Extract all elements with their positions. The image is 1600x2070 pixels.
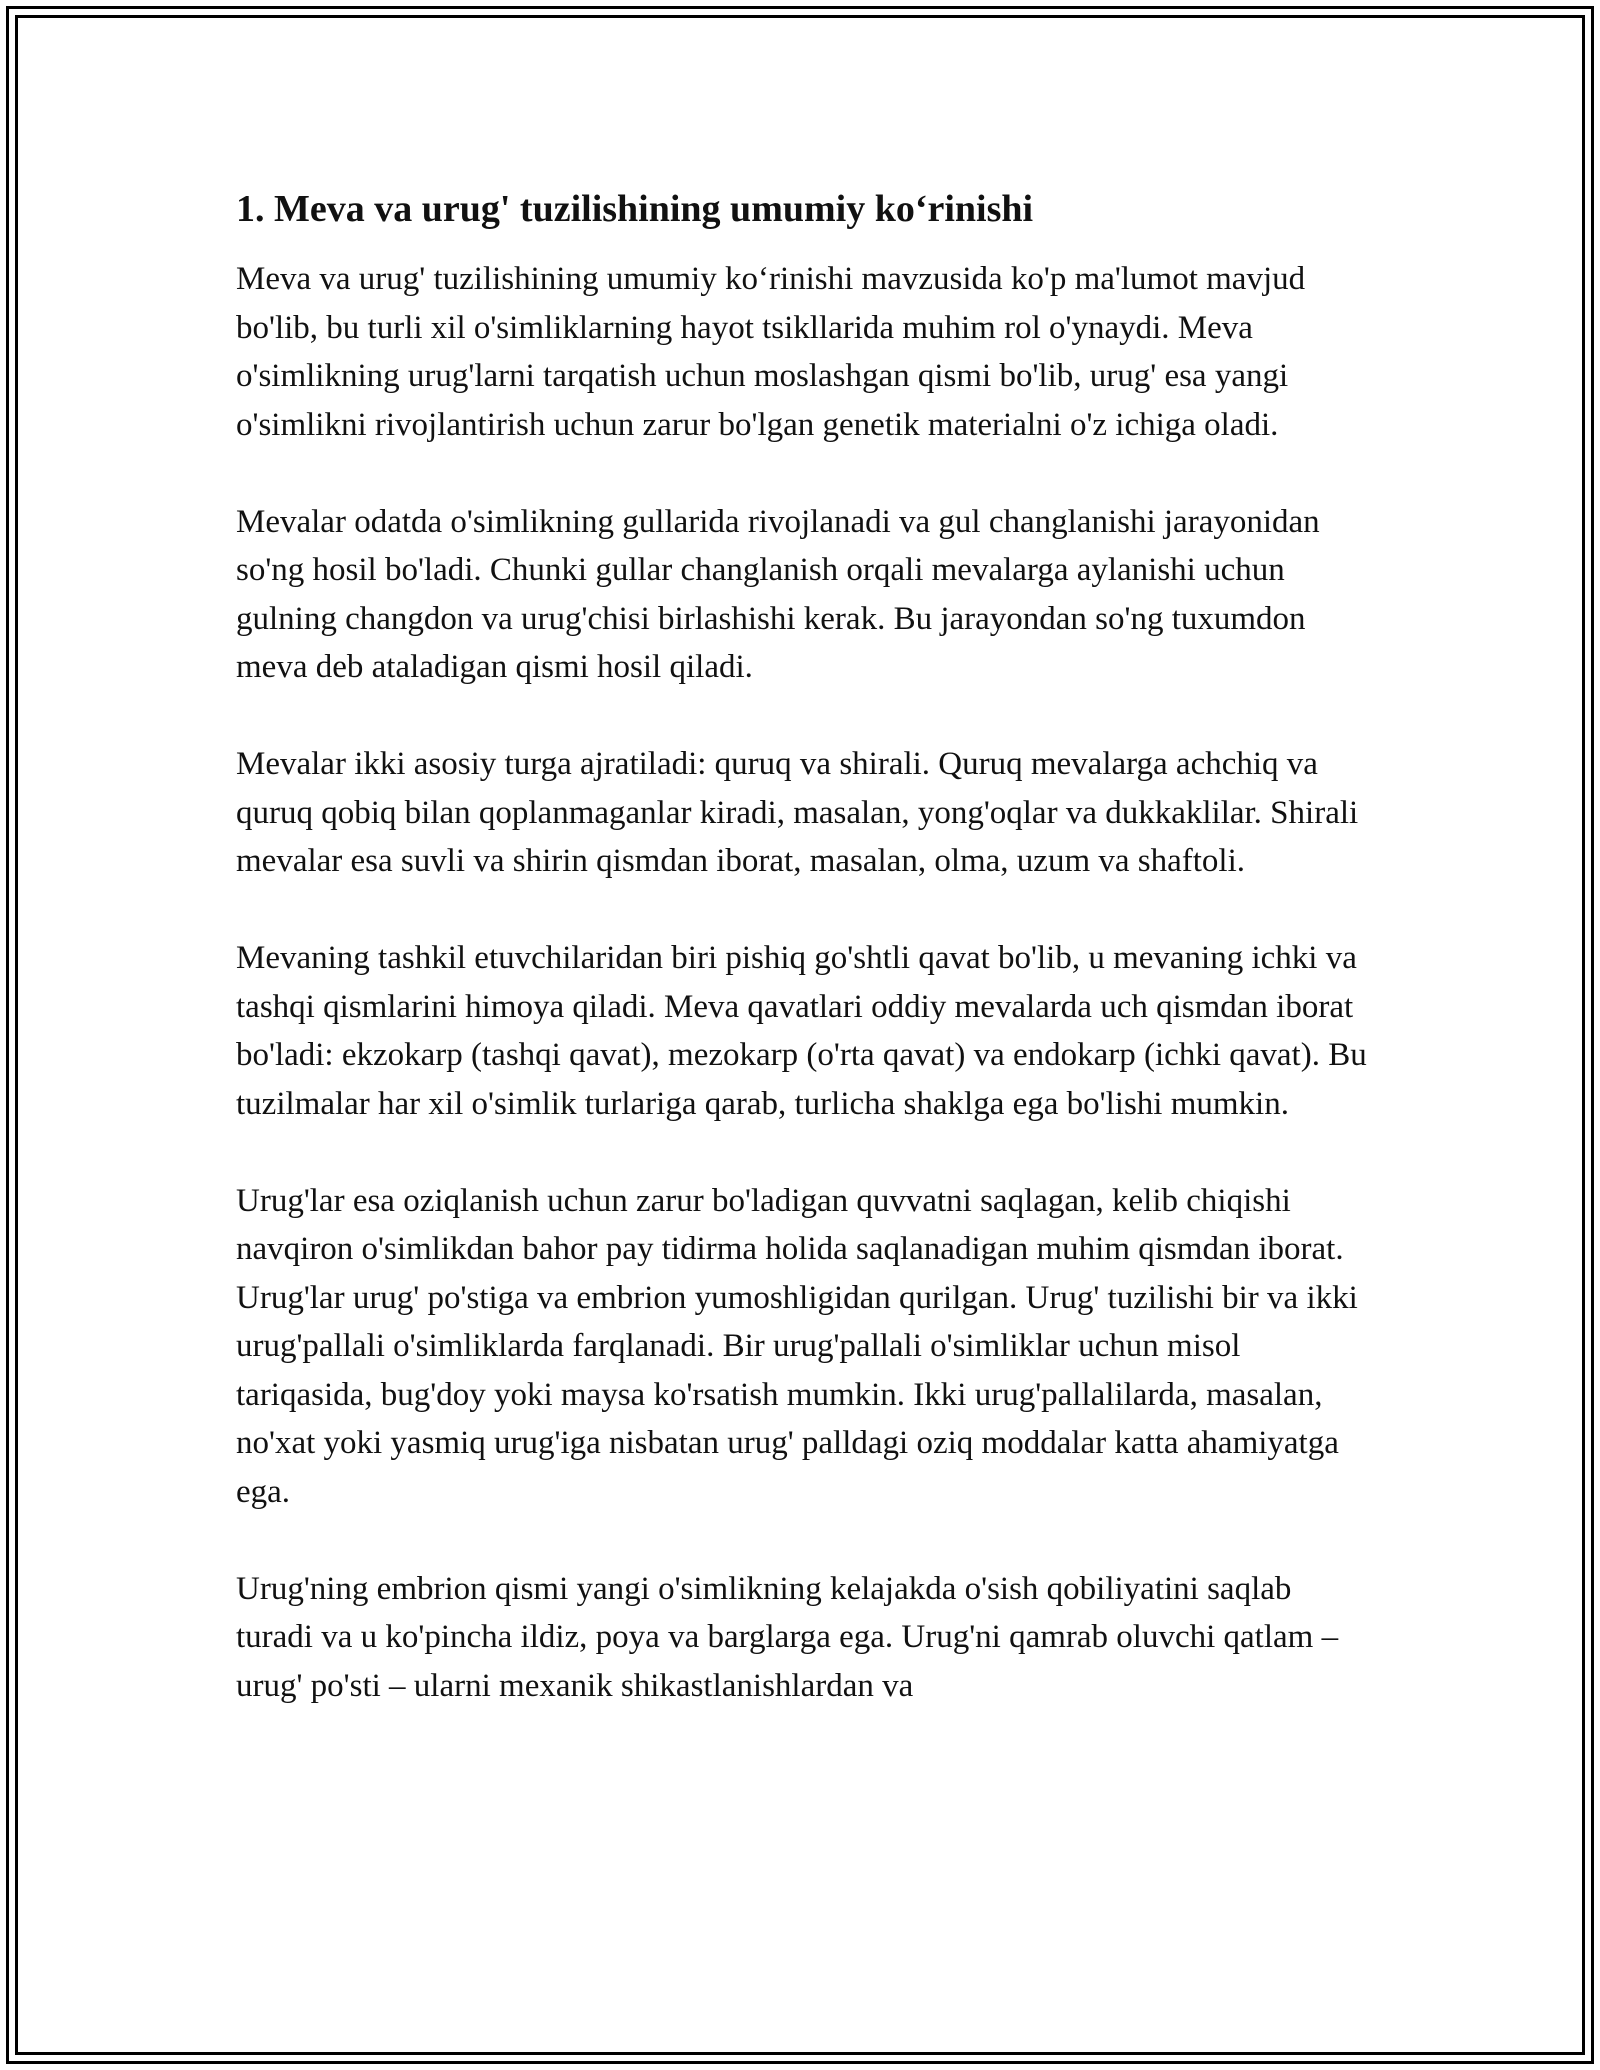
paragraph-fruit-seed-overview: Meva va urug' tuzilishining umumiy koʻrinishi mavzusida ko'p ma'lumot mavjud bo'lib, bu turli xil o'simliklarning hayot tsikllarida muhim rol o'ynaydi. Meva o'simlikning urug'larni tarqatish uchun moslashgan qismi bo'lib, urug' esa yangi o'simlikni rivojlantirish uchun zarur bo'lgan genetik materialni o'z ichiga oladi. <box>236 261 1306 443</box>
paragraph-fruit-development: Mevalar odatda o'simlikning gullarida rivojlanadi va gul changlanishi jarayonidan so'ng hosil bo'ladi. Chunki gullar changlanish orqali mevalarga aylanishi uchun gulning changdon va urug'chisi birlashishi kerak. Bu jarayondan so'ng tuxumdon meva deb ataladigan qismi hosil qiladi. <box>236 503 1320 685</box>
paragraph-fruit-layers: Mevaning tashkil etuvchilaridan biri pishiq go'shtli qavat bo'lib, u mevaning ichki va tashqi qismlarini himoya qiladi. Meva qavatlari oddiy mevalarda uch qismdan iborat bo'ladi: ekzokarp (tashqi qavat), mezokarp (o'rta qavat) va endokarp (ichki qavat). Bu tuzilmalar har xil o'simlik turlariga qarab, turlicha shaklga ega bo'lishi mumkin. <box>236 940 1367 1122</box>
section-heading: 1. Meva va urug' tuzilishining umumiy koʻrinishi <box>236 188 1034 230</box>
paragraph-seed-embryo: Urug'ning embrion qismi yangi o'simlikning kelajakda o'sish qobiliyatini saqlab turadi va u ko'pincha ildiz, poya va barglarga ega. Urug'ni qamrab oluvchi qatlam – urug' po'sti – ularni mexanik shikastlanishlardan va <box>236 1570 1339 1704</box>
document-body <box>236 185 1376 1759</box>
paragraph-fruit-types: Mevalar ikki asosiy turga ajratiladi: quruq va shirali. Quruq mevalarga achchiq va quruq qobiq bilan qoplanmaganlar kiradi, masalan, yong'oqlar va dukkaklilar. Shirali mevalar esa suvli va shirin qismdan iborat, masalan, olma, uzum va shaftoli. <box>236 746 1359 879</box>
paragraph-seed-structure: Urug'lar esa oziqlanish uchun zarur bo'ladigan quvvatni saqlagan, kelib chiqishi navqiron o'simlikdan bahor pay tidirma holida saqlanadigan muhim qismdan iborat. Urug'lar urug' po'stiga va embrion yumoshligidan qurilgan. Urug' tuzilishi bir va ikki urug'pallali o'simliklarda farqlanadi. Bir urug'pallali o'simliklar uchun misol tariqasida, bug'doy yoki maysa ko'rsatish mumkin. Ikki urug'pallalilarda, masalan, no'xat yoki yasmiq urug'iga nisbatan urug' palldagi oziq moddalar katta ahamiyatga ega. <box>236 1182 1358 1510</box>
